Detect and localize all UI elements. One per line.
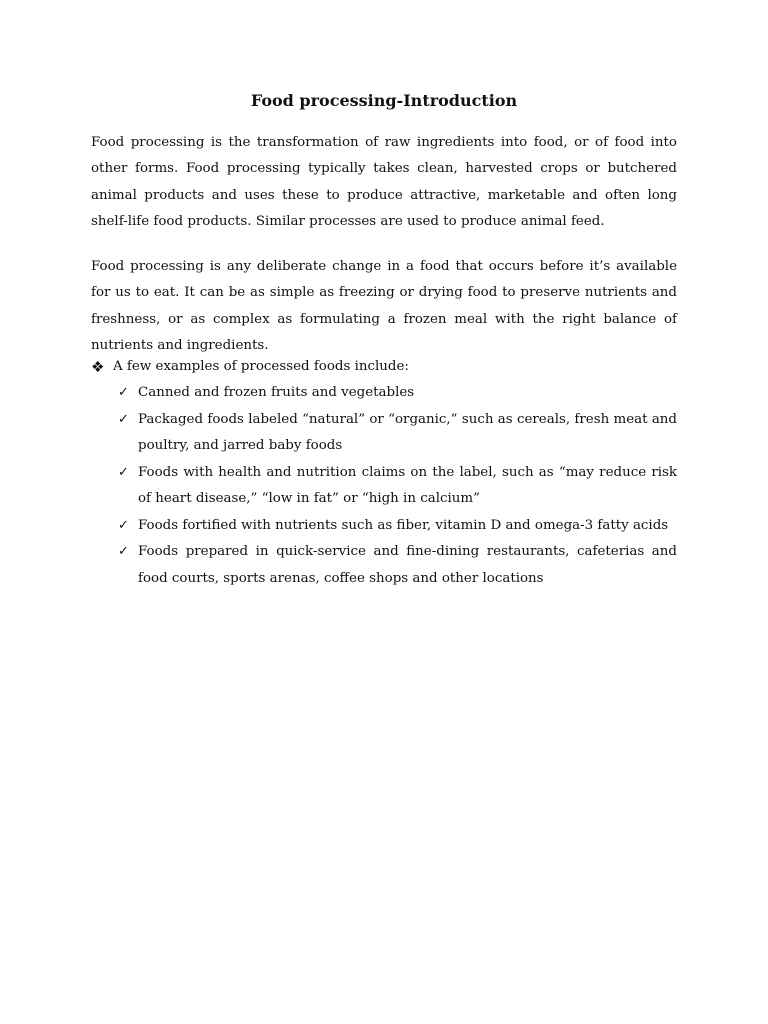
list-item-text: Foods with health and nutrition claims on the label, such as “may reduce risk of heart disease,” “low in fat” or “high in calcium” — [138, 464, 677, 506]
diamond-bullet-icon: ❖ — [91, 358, 105, 376]
list-item-text: Foods fortified with nutrients such as fiber, vitamin D and omega-3 fatty acids — [138, 517, 669, 533]
list-item — [118, 513, 677, 540]
checkmark-icon: ✓ — [118, 411, 129, 427]
list-item — [118, 380, 677, 407]
checkmark-icon: ✓ — [118, 544, 129, 559]
list-item-text: Canned and frozen fruits and vegetables — [138, 385, 415, 400]
checkmark-icon: ✓ — [118, 517, 129, 533]
list-item-text: Packaged foods labeled “natural” or “organic,” such as cereals, fresh meat and poultry, and jarred baby foods — [138, 411, 677, 453]
examples-heading-text: A few examples of processed foods include: — [113, 359, 409, 374]
list-item-text: Foods prepared in quick-service and fine-dining restaurants, cafeterias and food courts, sports arenas, coffee shops and other locations — [138, 544, 677, 586]
list-item — [118, 407, 677, 460]
intro-paragraph-1: Food processing is the transformation of raw ingredients into food, or of food into other forms. Food processing typically takes clean, harvested crops or butchered animal products and uses these to produce attractive, marketable and often long shelf-life food products. Similar processes are used to produce animal feed. — [91, 135, 677, 229]
examples-list — [91, 380, 677, 592]
checkmark-icon: ✓ — [118, 464, 129, 480]
page-title: Food processing-Introduction — [250, 91, 518, 110]
checkmark-icon: ✓ — [118, 385, 129, 400]
examples-section — [91, 354, 677, 592]
intro-paragraph-2: Food processing is any deliberate change in a food that occurs before it’s available for us to eat. It can be as simple as freezing or drying food to preserve nutrients and freshness, or as complex as formulating a frozen meal with the right balance of nutrients and ingredients. — [91, 259, 677, 353]
list-item — [118, 460, 677, 513]
examples-heading — [91, 354, 677, 380]
list-item — [118, 539, 677, 592]
